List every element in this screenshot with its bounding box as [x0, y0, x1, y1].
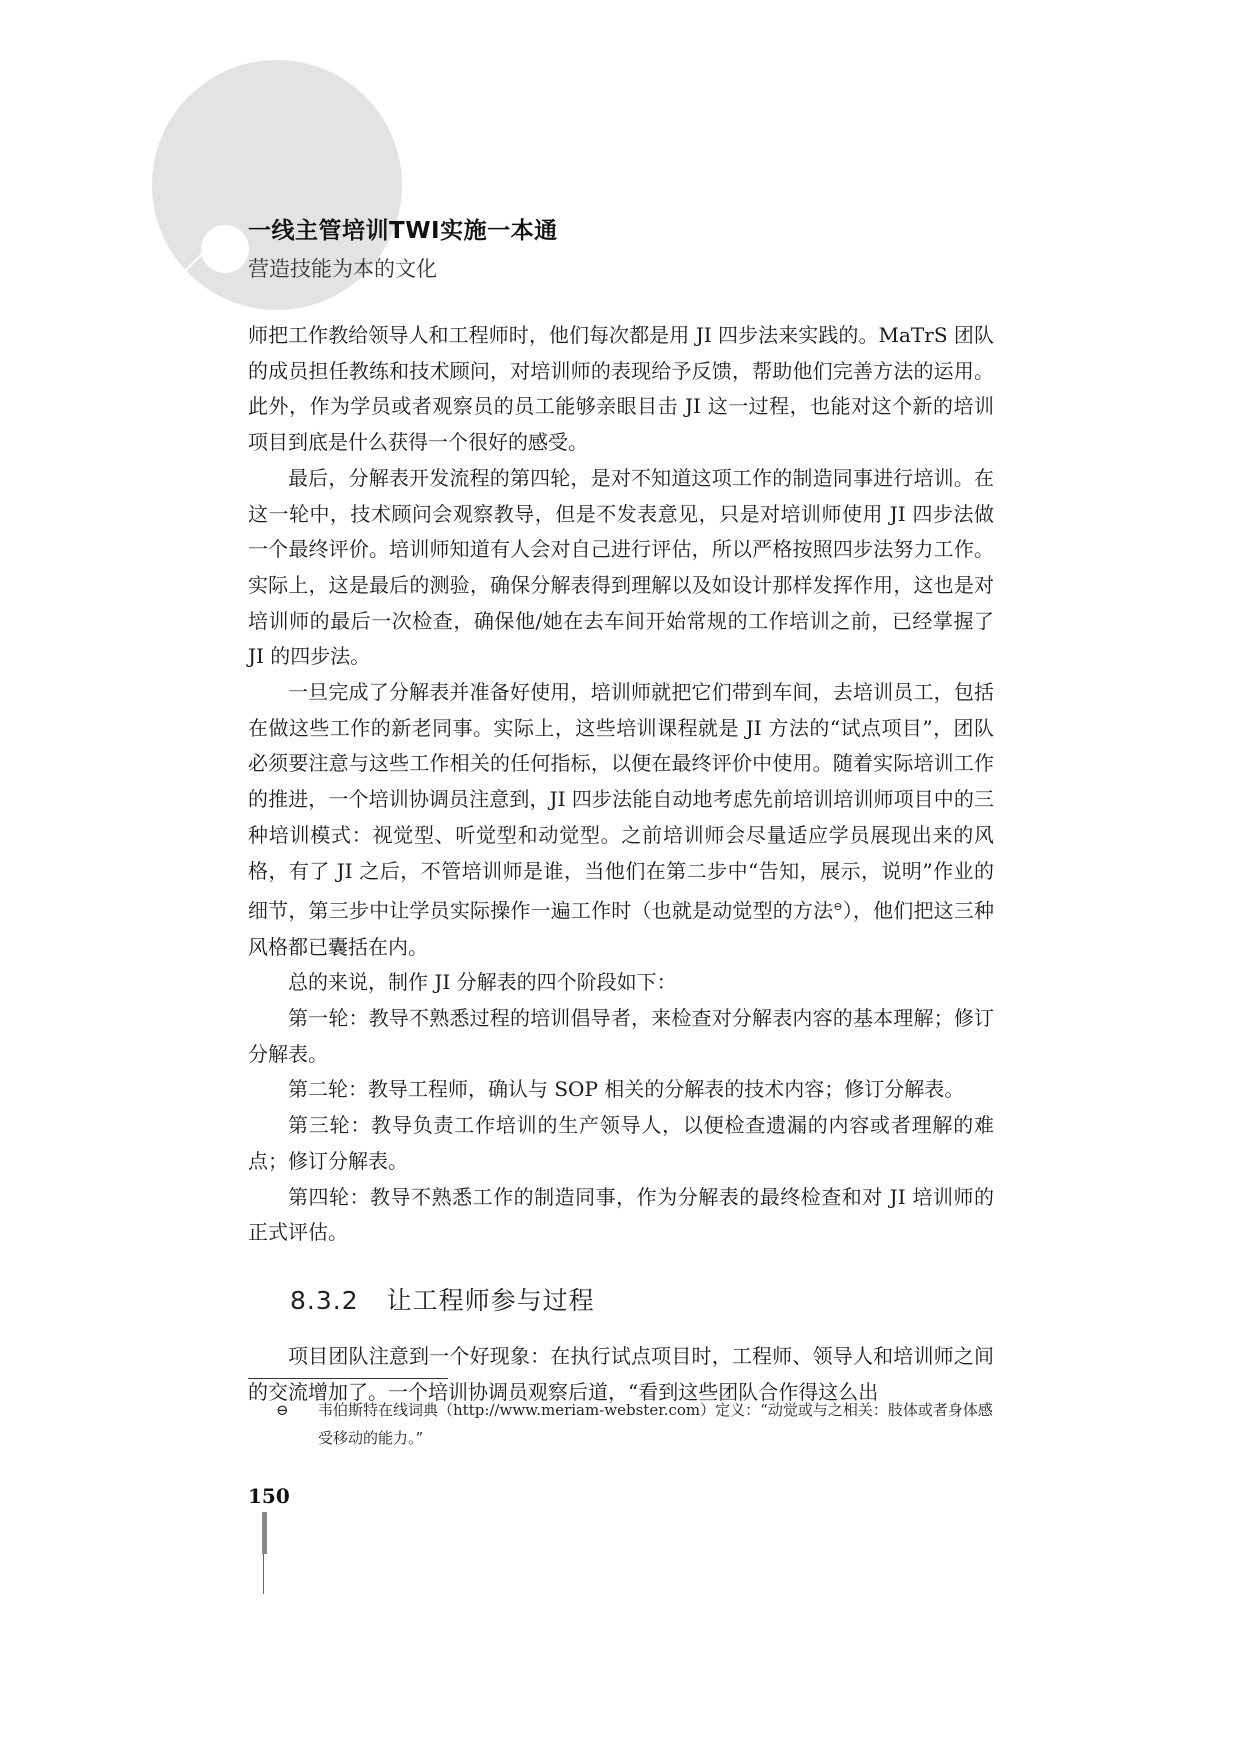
section-title: 让工程师参与过程 [386, 1285, 595, 1315]
page-number: 150 [248, 1484, 290, 1508]
page-marker-line [263, 1554, 264, 1594]
paragraph-text: 一旦完成了分解表并准备好使用，培训师就把它们带到车间，去培训员工，包括在做这些工作的新老同事。实际上，这些培训课程就是 JI 方法的“试点项目”，团队必须要注意与这些工作相关的任何指标，以便在最终评价中使用。随着实际培训工作的推进，一个培训协调员注意到，JI 四步法能自动地考虑先前培训培训师项目中的三种培训模式：视觉型、听觉型和动觉型。之前培训师会尽量适应学员展现出来的风格，有了 JI 之后，不管培训师是谁，当他们在第二步中“告知，展示，说明”作业的细节，第三步中让学员实际操作一遍工作时（也就是动觉型的方法 [248, 680, 994, 923]
footnote-divider [248, 1378, 448, 1379]
body-text [248, 318, 994, 1410]
footnote [276, 1396, 994, 1452]
paragraph: 总的来说，制作 JI 分解表的四个阶段如下： [288, 970, 677, 995]
section-number: 8.3.2 [290, 1285, 359, 1315]
paragraph [248, 675, 994, 965]
paragraph-text: ），他们把这三种风格都已囊括在内。 [248, 898, 995, 959]
paragraph: 最后，分解表开发流程的第四轮，是对不知道这项工作的制造同事进行培训。在这一轮中，技术顾问会观察教导，但是不发表意见，只是对培训师使用 JI 四步法做一个最终评价。培训师知道有人会对自己进行评估，所以严格按照四步法努力工作。实际上，这是最后的测验，确保分解表得到理解以及如设计那样发挥作用，这也是对培训师的最后一次检查，确保他/她在去车间开始常规的工作培训之前，已经掌握了 JI 的四步法。 [248, 465, 994, 669]
paragraph: 第三轮：教导负责工作培训的生产领导人，以便检查遗漏的内容或者理解的难点；修订分解表。 [248, 1113, 994, 1173]
paragraph: 师把工作教给领导人和工程师时，他们每次都是用 JI 四步法来实践的。MaTrS 团队的成员担任教练和技术顾问，对培训师的表现给予反馈，帮助他们完善方法的运用。此外，作为学员或者观察员的员工能够亲眼目击 JI 这一过程，也能对这个新的培训项目到底是什么获得一个很好的感受。 [248, 323, 994, 455]
chapter-title: 营造技能为本的文化 [248, 257, 437, 281]
footnote-mark: ⊖ [276, 1401, 289, 1419]
footnote-reference[interactable]: ⊖ [833, 900, 843, 914]
footnote-text: 韦伯斯特在线词典（http://www.meriam-webster.com）定义：“动觉或与之相关：肢体或者身体感受移动的能力。” [318, 1401, 993, 1447]
paragraph: 第一轮：教导不熟悉过程的培训倡导者，来检查对分解表内容的基本理解；修订分解表。 [248, 1006, 994, 1066]
paragraph: 第二轮：教导工程师，确认与 SOP 相关的分解表的技术内容；修订分解表。 [288, 1077, 965, 1102]
paragraph: 项目团队注意到一个好现象：在执行试点项目时，工程师、领导人和培训师之间的交流增加了。一个培训协调员观察后道，“看到这些团队合作得这么出 [248, 1343, 994, 1404]
paragraph: 第四轮：教导不熟悉工作的制造同事，作为分解表的最终检查和对 JI 培训师的正式评估。 [248, 1184, 994, 1245]
page-marker-bar [262, 1512, 267, 1554]
running-header [248, 212, 558, 283]
book-title: 一线主管培训TWI实施一本通 [248, 218, 558, 244]
section-heading [290, 1281, 994, 1317]
